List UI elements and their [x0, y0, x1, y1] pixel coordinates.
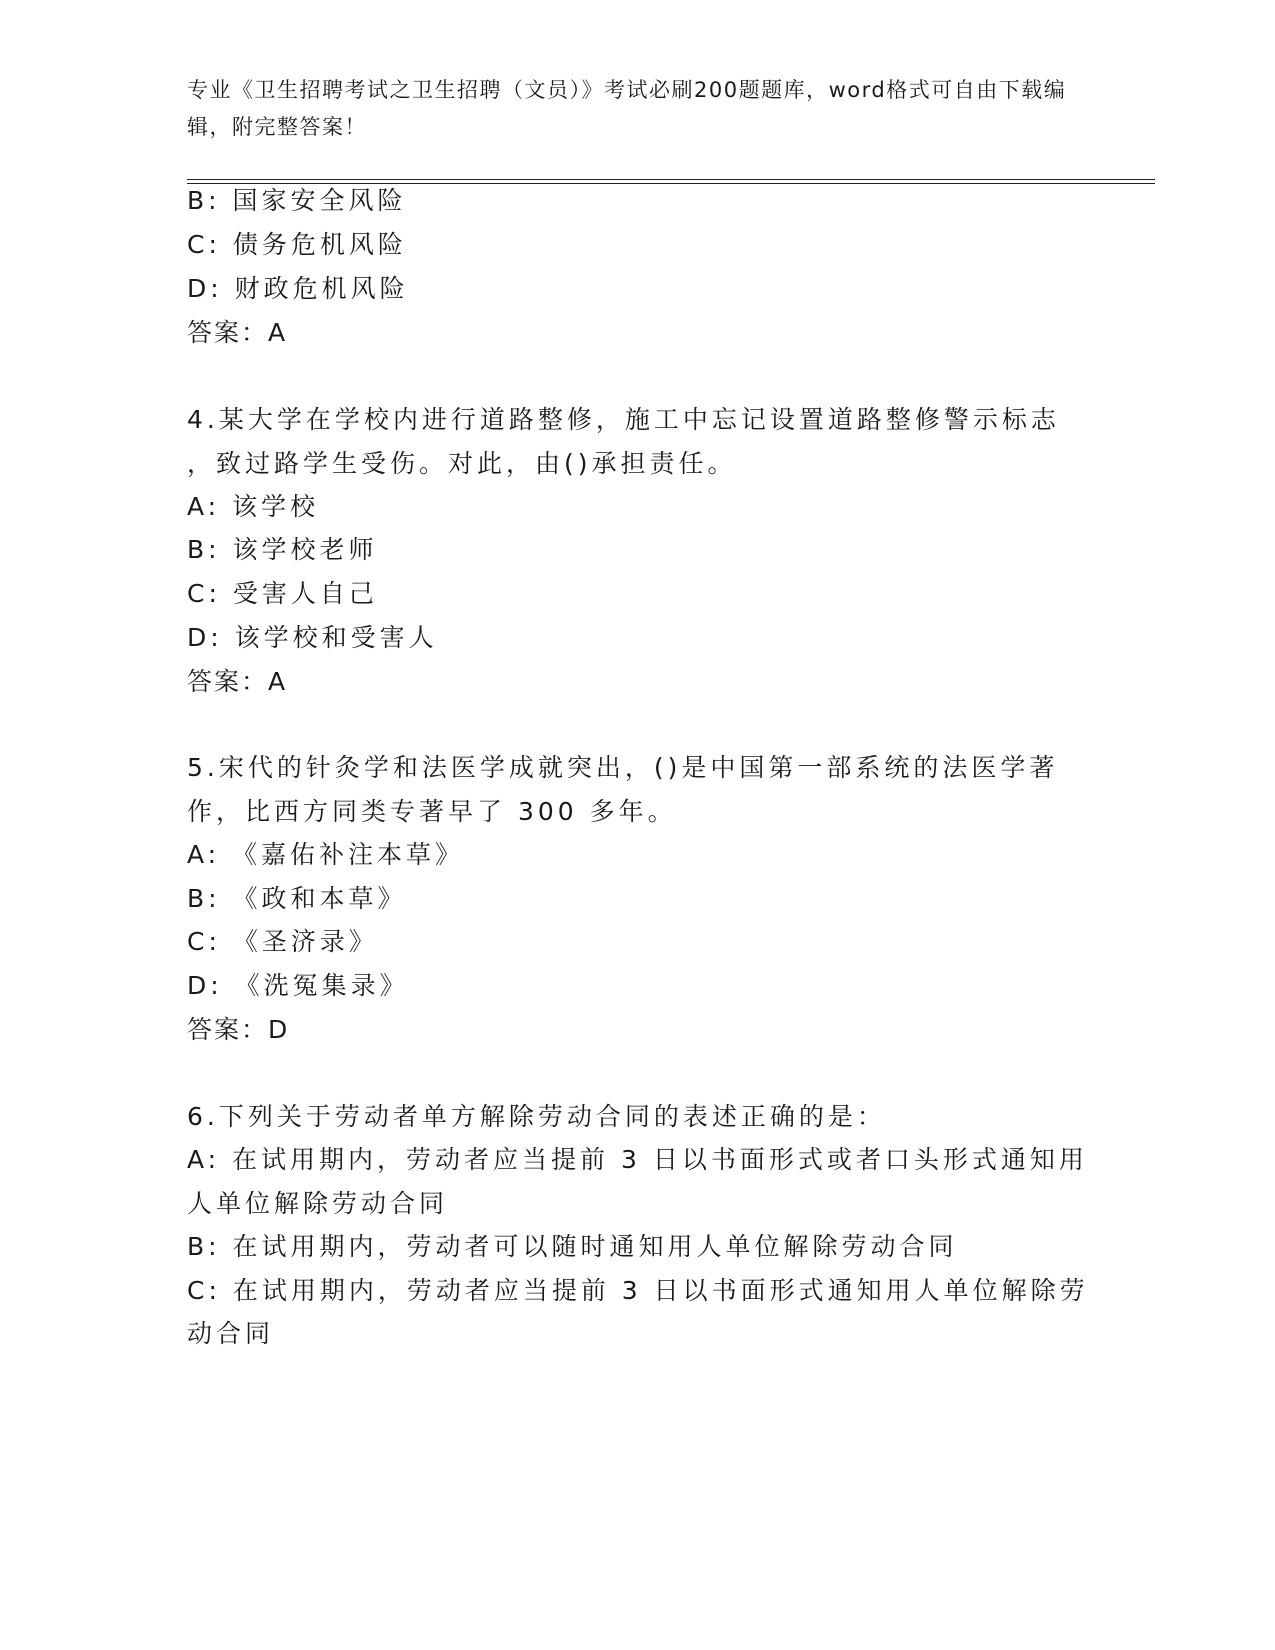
q4-stem-line2: ，致过路学生受伤。对此，由()承担责任。 [187, 449, 737, 478]
document-header: 专业《卫生招聘考试之卫生招聘（文员）》考试必刷200题题库，word格式可自由下载编辑，附完整答案！ [187, 78, 1067, 139]
q5-stem-line1: 5.宋代的针灸学和法医学成就突出，()是中国第一部系统的法医学著 [187, 753, 1059, 782]
q3-answer: 答案：A [187, 318, 288, 347]
header-divider [187, 179, 1155, 184]
q5-option-c: C: 《圣济录》 [187, 927, 378, 956]
q4-option-b: B: 该学校老师 [187, 535, 378, 564]
q3-option-c: C: 债务危机风险 [187, 230, 407, 259]
q6-option-a-line2: 人单位解除劳动合同 [187, 1189, 449, 1218]
q6-option-b: B: 在试用期内，劳动者可以随时通知用人单位解除劳动合同 [187, 1232, 958, 1261]
q4-answer: 答案：A [187, 667, 288, 696]
q4-option-a: A: 该学校 [187, 492, 320, 521]
q4-stem-line1: 4.某大学在学校内进行道路整修，施工中忘记设置道路整修警示标志 [187, 405, 1060, 434]
q5-option-a: A: 《嘉佑补注本草》 [187, 840, 465, 869]
q3-option-d: D: 财政危机风险 [187, 274, 409, 303]
q6-stem: 6.下列关于劳动者单方解除劳动合同的表述正确的是： [187, 1102, 886, 1131]
q4-option-c: C: 受害人自己 [187, 579, 378, 608]
q6-option-c-line1: C: 在试用期内，劳动者应当提前 3 日以书面形式通知用人单位解除劳 [187, 1276, 1089, 1305]
q5-option-b: B: 《政和本草》 [187, 884, 407, 913]
q6-option-c-line2: 动合同 [187, 1319, 275, 1348]
q5-option-d: D: 《洗冤集录》 [187, 971, 409, 1000]
q5-answer: 答案：D [187, 1015, 290, 1044]
q5-stem-line2: 作，比西方同类专著早了 300 多年。 [187, 797, 677, 826]
q4-option-d: D: 该学校和受害人 [187, 623, 438, 652]
q6-option-a-line1: A: 在试用期内，劳动者应当提前 3 日以书面形式或者口头形式通知用 [187, 1145, 1088, 1174]
q3-option-b: B: 国家安全风险 [187, 186, 407, 215]
